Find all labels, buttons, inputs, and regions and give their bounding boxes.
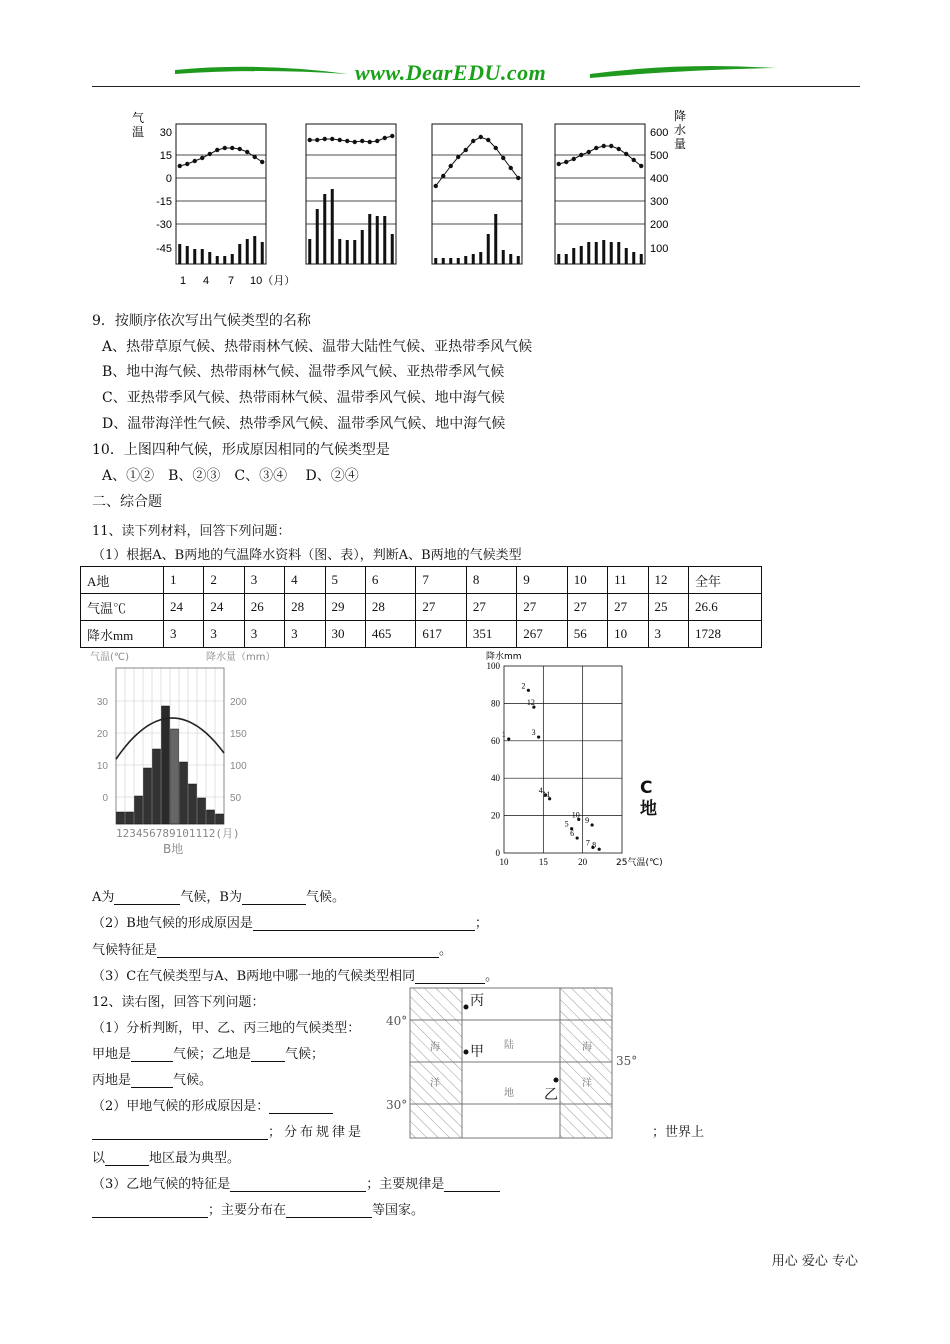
chart-b-months: 123456789101112(月)	[116, 827, 240, 840]
precip-bar	[246, 239, 249, 264]
chart-b-svg	[88, 648, 288, 863]
left-axis-label-char: 气	[131, 111, 145, 125]
chart-b-precip-bar	[117, 812, 125, 824]
precip-tick: 500	[650, 150, 669, 162]
chart-b-precip-label: 降水量（mm）	[206, 652, 276, 663]
q12-jia-end: 气候；	[285, 1047, 325, 1062]
temp-tick: -15	[156, 196, 172, 208]
table-cell: 3	[244, 621, 284, 648]
right-axis-label-char: 水	[673, 123, 687, 137]
precip-bar	[494, 214, 497, 264]
chart-b-precip-bar	[126, 812, 134, 824]
yi-feature-blank[interactable]	[230, 1177, 366, 1192]
chart-b-precip-bar	[180, 762, 188, 824]
chart-b-precip-bar	[207, 810, 215, 824]
precip-bar	[238, 244, 241, 264]
chart-c-point-label: 2	[521, 681, 526, 691]
table-cell: 27	[608, 594, 648, 621]
map-lu: 陆	[504, 1040, 514, 1051]
q12-bing-line	[92, 1069, 212, 1088]
a-climate-table	[80, 566, 762, 648]
map-yang-left: 洋	[430, 1078, 440, 1089]
q12-part3	[92, 1173, 500, 1192]
chart-c-point-label: 12	[526, 698, 535, 708]
chart-c-point-label: 4	[538, 786, 543, 796]
q11-a-label: A为	[92, 890, 115, 905]
q10-options: A、①② B、②③ C、③④ D、②④	[102, 468, 359, 484]
precip-bar	[178, 244, 181, 264]
bing-climate-blank[interactable]	[131, 1073, 173, 1088]
temp-tick: 0	[165, 173, 172, 185]
q11-part1: （1）根据A、B两地的气温降水资料（图、表），判断A、B两地的气候类型	[92, 548, 522, 563]
precip-bar	[602, 240, 605, 264]
chart-b-precip-bar	[144, 768, 152, 824]
temp-curve	[180, 148, 263, 166]
q9-option-a: A、热带草原气候、热带雨林气候、温带大陆性气候、亚热带季风气候	[102, 339, 533, 355]
yi-climate-blank[interactable]	[251, 1047, 285, 1062]
precip-bar	[572, 248, 575, 264]
precip-bar	[557, 254, 560, 264]
climate-chart-frame	[555, 124, 645, 264]
precip-bar	[361, 230, 364, 264]
chart-c-title-line2: 地	[640, 799, 657, 819]
precip-bar	[449, 258, 452, 264]
chart-b-precip-bar	[198, 798, 206, 824]
precip-bar	[353, 240, 356, 264]
chart-b-precip-bar	[189, 784, 197, 824]
chart-c-point-label: 3	[531, 728, 536, 738]
yi-rule-blank-2[interactable]	[92, 1203, 208, 1218]
q12-part2	[92, 1095, 333, 1114]
precip-bar	[376, 216, 379, 264]
climate-charts-figure	[120, 108, 700, 293]
table-cell: 617	[416, 621, 466, 648]
q12-part2-label: （2）甲地气候的形成原因是：	[92, 1099, 270, 1114]
chart-c-point-label: 5	[564, 819, 569, 829]
chart-c-title	[640, 778, 657, 820]
chart-c-point-label: 6	[570, 829, 575, 839]
right-axis-label-char: 量	[673, 137, 687, 151]
chart-c-y-tick: 40	[491, 773, 500, 784]
precip-bar	[487, 234, 490, 264]
q11-end: 气候。	[305, 890, 345, 905]
precip-tick: 300	[650, 196, 669, 208]
table-cell: 27	[466, 594, 516, 621]
q11-answer-line1	[92, 886, 345, 905]
map-hai-right: 海	[582, 1042, 592, 1053]
b-climate-blank[interactable]	[242, 890, 306, 905]
table-cell: 3	[285, 621, 325, 648]
q12-typical-end: 地区最为典型。	[149, 1151, 241, 1166]
typical-region-blank[interactable]	[105, 1151, 149, 1166]
section2-heading: 二、综合题	[92, 494, 162, 510]
q12-bing-label: 丙地是	[92, 1073, 132, 1088]
chart-c-y-tick: 60	[491, 735, 500, 746]
precip-bar	[193, 249, 196, 264]
header-logo	[170, 60, 780, 88]
chart-c-point	[576, 836, 579, 839]
table-cell: 1728	[689, 621, 762, 648]
q9-option-d: D、温带海洋性气候、热带季风气候、温带季风气候、地中海气候	[102, 416, 506, 432]
q11-part2	[92, 912, 488, 931]
temp-tick: 30	[159, 127, 172, 139]
chart-c-point-label: 1	[501, 729, 506, 739]
chart-c-point	[537, 735, 540, 738]
precip-bar	[383, 216, 386, 264]
table-cell: 2	[204, 567, 244, 594]
precip-bar	[595, 242, 598, 264]
precip-bar	[231, 254, 234, 264]
table-cell: 28	[365, 594, 415, 621]
precip-tick: 100	[650, 243, 669, 255]
precip-tick: 600	[650, 127, 669, 139]
q12-part3-rule: ；主要规律是	[366, 1177, 445, 1192]
q12-yi-label: 气候；乙地是	[173, 1047, 252, 1062]
chart-c-x-label: 25气温(℃)	[616, 858, 663, 868]
q12-title: 12、读右图，回答下列问题：	[92, 995, 265, 1010]
precip-bar	[223, 256, 226, 264]
precip-bar	[261, 242, 264, 264]
climate-charts-svg	[120, 108, 700, 293]
chart-c-x-tick: 20	[578, 857, 588, 867]
chart-b-precip-bar	[162, 706, 170, 824]
map-bing-label: 丙	[470, 993, 484, 1009]
map-yang-right: 洋	[582, 1078, 592, 1089]
table-cell: 气温℃	[81, 594, 164, 621]
table-cell: 4	[285, 567, 325, 594]
table-cell: 29	[325, 594, 365, 621]
chart-c-frame	[501, 666, 622, 853]
table-cell: 1	[164, 567, 204, 594]
month-tick: 4	[203, 275, 210, 287]
chart-c-y-tick: 0	[495, 848, 500, 858]
precip-bar	[565, 254, 568, 264]
q12-jia-label: 甲地是	[92, 1047, 132, 1062]
table-cell: 3	[648, 621, 689, 648]
table-cell: 465	[365, 621, 415, 648]
map-yi-label: 乙	[544, 1087, 558, 1103]
right-axis-label-char: 降	[673, 109, 687, 123]
chart-c-point-label: 9	[585, 815, 590, 825]
precip-bar	[442, 258, 445, 264]
chart-b-precip-tick: 50	[230, 793, 242, 804]
chart-c-y-tick: 100	[486, 661, 500, 671]
a-climate-blank[interactable]	[114, 890, 180, 905]
chart-c-point	[527, 689, 530, 692]
chart-c-point	[591, 823, 594, 826]
footer-text: 用心 爱心 专心	[771, 1254, 858, 1269]
precip-bar	[587, 242, 590, 264]
table-cell: 10	[608, 621, 648, 648]
chart-b-temp-tick: 20	[96, 729, 108, 740]
b-cause-blank[interactable]	[253, 916, 475, 931]
site-name: www.DearEDU.com	[355, 60, 547, 85]
map-jia-label: 甲	[470, 1044, 484, 1060]
chart-b-precip-tick: 100	[230, 761, 247, 772]
precip-bar	[509, 254, 512, 264]
chart-b-precip-tick: 200	[230, 697, 247, 708]
q11-part3-label: （3）C在气候类型与A、B两地中哪一地的气候类型相同	[92, 969, 416, 984]
jia-cause-blank-2[interactable]	[92, 1125, 268, 1140]
precip-bar	[338, 239, 341, 264]
precip-bar	[472, 254, 475, 264]
chart-b-precip-tick: 150	[230, 729, 247, 740]
table-cell: 8	[466, 567, 516, 594]
table-cell: 24	[204, 594, 244, 621]
table-cell: 27	[567, 594, 607, 621]
q11-text: 11、读下列材料，回答下列问题：	[92, 524, 291, 539]
precip-bar	[186, 246, 189, 264]
chart-b-temp-tick: 0	[102, 793, 108, 804]
table-row	[81, 621, 762, 648]
precip-bar	[580, 246, 583, 264]
chart-c-x-tick: 10	[499, 857, 509, 867]
precip-bar	[640, 254, 643, 264]
precip-tick: 200	[650, 219, 669, 231]
q11-feature-label: 气候特征是	[92, 943, 158, 958]
map-lat-30: 30°	[386, 1098, 408, 1112]
map-di: 地	[504, 1088, 514, 1099]
q11-part2-label: （2）B地气候的形成原因是	[92, 916, 253, 931]
precip-bar	[391, 234, 394, 264]
chart-b	[88, 648, 288, 863]
climate-chart-frame	[306, 124, 396, 264]
q9-option-c: C、亚热带季风气候、热带雨林气候、温带季风气候、地中海气候	[102, 390, 505, 406]
chart-c	[480, 648, 680, 873]
q12-dist2-label: ；主要分布在	[208, 1203, 287, 1218]
table-cell: 7	[416, 567, 466, 594]
q12-yi-prefix: 以	[92, 1151, 106, 1166]
header-rule	[92, 86, 860, 87]
chart-c-y-label: 降水mm	[486, 652, 522, 662]
table-cell: 28	[285, 594, 325, 621]
q12-map-svg	[384, 982, 644, 1142]
table-cell: 351	[466, 621, 516, 648]
chart-c-point-label: 10	[571, 810, 580, 820]
chart-b-temp-tick: 10	[96, 761, 108, 772]
chart-b-precip-bar	[171, 729, 179, 824]
precip-bar	[632, 252, 635, 264]
table-cell: 25	[648, 594, 689, 621]
table-cell: 24	[164, 594, 204, 621]
temp-curve	[559, 146, 642, 166]
precip-bar	[617, 242, 620, 264]
yi-rule-blank[interactable]	[444, 1177, 500, 1192]
chart-b-precip-bar	[216, 814, 224, 824]
left-axis-label-char: 温	[131, 125, 145, 139]
table-cell: 27	[416, 594, 466, 621]
precip-bar	[331, 189, 334, 264]
table-cell: 全年	[689, 567, 762, 594]
q12-world: ；世界上	[652, 1125, 705, 1140]
temp-curve	[436, 137, 519, 186]
precip-bar	[434, 258, 437, 264]
q12-dist-label: ；分布规律是	[268, 1125, 365, 1140]
table-cell: 56	[567, 621, 607, 648]
table-cell: 10	[567, 567, 607, 594]
table-cell: 5	[325, 567, 365, 594]
precip-bar	[368, 214, 371, 264]
chart-c-title-line1: C	[640, 778, 653, 798]
temp-curve	[310, 136, 393, 142]
precip-bar	[457, 258, 460, 264]
chart-b-temp-label: 气温(℃)	[90, 652, 130, 663]
chart-c-point-label: 7	[585, 838, 590, 848]
countries-blank[interactable]	[286, 1203, 372, 1218]
jia-cause-blank[interactable]	[269, 1099, 333, 1114]
q11-feature	[92, 939, 452, 958]
climate-chart-frame	[176, 124, 266, 264]
chart-b-precip-bar	[153, 749, 161, 824]
q12-part3-label: （3）乙地气候的特征是	[92, 1177, 231, 1192]
table-cell: 3	[164, 621, 204, 648]
precip-bar	[610, 242, 613, 264]
table-cell: 11	[608, 567, 648, 594]
q12-part1: （1）分析判断，甲、乙、丙三地的气候类型：	[92, 1021, 361, 1036]
precip-bar	[323, 194, 326, 264]
precip-bar	[479, 252, 482, 264]
table-cell: A地	[81, 567, 164, 594]
table-cell: 30	[325, 621, 365, 648]
month-tick: 10（月）	[250, 275, 296, 287]
map-lat-35: 35°	[616, 1054, 638, 1068]
chart-c-svg	[480, 648, 680, 873]
q12-typical-line	[92, 1147, 240, 1166]
map-hai-left: 海	[430, 1042, 440, 1053]
chart-c-point-label: 8	[592, 840, 597, 850]
temp-tick: -30	[156, 219, 172, 231]
map-lat-40: 40°	[386, 1014, 408, 1028]
q10-text: 10．上图四种气候，形成原因相同的气候类型是	[92, 442, 390, 458]
chart-c-point	[598, 848, 601, 851]
jia-climate-blank[interactable]	[131, 1047, 173, 1062]
table-cell: 3	[244, 567, 284, 594]
chart-b-precip-bar	[135, 796, 143, 824]
precip-bar	[517, 256, 520, 264]
table-cell: 27	[517, 594, 567, 621]
q12-dist2-line	[92, 1199, 424, 1218]
q11-feature-end: 。	[439, 943, 453, 958]
q9-text: 9．按顺序依次写出气候类型的名称	[92, 313, 311, 329]
month-tick: 1	[180, 275, 187, 287]
precip-bar	[201, 249, 204, 264]
climate-chart-frame	[432, 124, 522, 264]
table-cell: 9	[517, 567, 567, 594]
precip-bar	[625, 248, 628, 264]
chart-c-x-tick: 15	[538, 857, 548, 867]
b-feature-blank[interactable]	[157, 943, 439, 958]
chart-c-y-tick: 20	[491, 810, 500, 821]
q12-jia-line	[92, 1043, 324, 1062]
q11-part2-end: ；	[474, 916, 488, 931]
temp-tick: 15	[159, 150, 172, 162]
table-cell: 12	[648, 567, 689, 594]
precip-bar	[346, 240, 349, 264]
table-header-row	[81, 567, 762, 594]
table-cell: 26.6	[689, 594, 762, 621]
table-cell: 3	[204, 621, 244, 648]
q11-part3-end: 。	[485, 969, 499, 984]
q12-map	[384, 982, 644, 1142]
q12-dist2-end: 等国家。	[372, 1203, 425, 1218]
q12-dist-line	[92, 1121, 364, 1140]
q12-bing-end: 气候。	[173, 1073, 213, 1088]
precip-bar	[502, 250, 505, 264]
table-cell: 6	[365, 567, 415, 594]
table-cell: 26	[244, 594, 284, 621]
precip-bar	[316, 209, 319, 264]
chart-c-point	[507, 737, 510, 740]
table-cell: 267	[517, 621, 567, 648]
month-tick: 7	[228, 275, 235, 287]
precip-bar	[464, 256, 467, 264]
chart-c-y-tick: 80	[491, 698, 500, 709]
precip-bar	[208, 252, 211, 264]
precip-bar	[308, 239, 311, 264]
chart-b-caption: B地	[163, 842, 184, 856]
precip-bar	[216, 256, 219, 264]
table-row	[81, 594, 762, 621]
chart-b-temp-tick: 30	[96, 697, 108, 708]
table-cell: 降水mm	[81, 621, 164, 648]
precip-bar	[253, 236, 256, 264]
q11-b-label: 气候，B为	[180, 890, 242, 905]
q9-option-b: B、地中海气候、热带雨林气候、温带季风气候、亚热带季风气候	[102, 364, 505, 380]
precip-tick: 400	[650, 173, 669, 185]
chart-c-point-label: 11	[542, 789, 551, 799]
temp-tick: -45	[156, 243, 172, 255]
